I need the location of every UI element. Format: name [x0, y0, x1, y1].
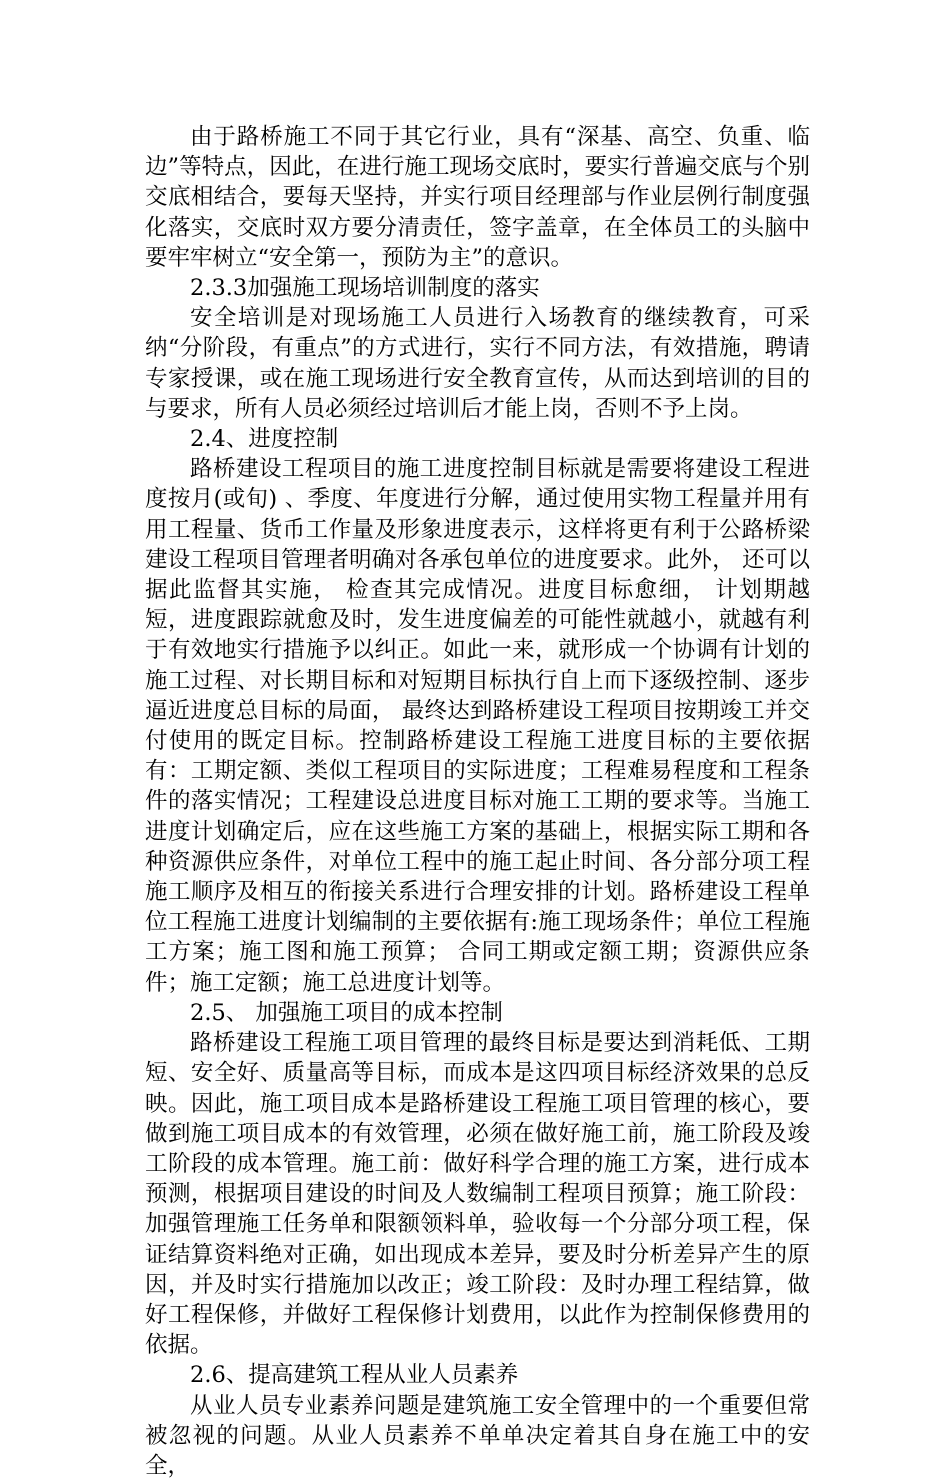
heading-2-4: 2.4、进度控制	[190, 426, 339, 453]
heading-2-5: 2.5、 加强施工项目的成本控制	[190, 999, 503, 1026]
paragraph-safety-briefing: 由于路桥施工不同于其它行业，具有“深基、高空、负重、临边”等特点，因此，在进行施工现场交底时，要实行普遍交底与个别交底相结合，要每天坚持，并实行项目经理部与作业层例行制度强化落实，交底时双方要分清责任，签字盖章，在全体员工的头脑中要牢牢树立“安全第一，预防为主”的意识。	[145, 124, 810, 271]
heading-2-6: 2.6、提高建筑工程从业人员素养	[190, 1362, 519, 1389]
heading-2-3-3: 2.3.3加强施工现场培训制度的落实	[190, 275, 540, 302]
paragraph-safety-training: 安全培训是对现场施工人员进行入场教育的继续教育，可采纳“分阶段，有重点”的方式进行，实行不同方法，有效措施，聘请专家授课，或在施工现场进行安全教育宣传，从而达到培训的目的与要求，所有人员必须经过培训后才能上岗，否则不予上岗。	[145, 305, 810, 422]
document-body	[145, 122, 810, 1481]
paragraph-personnel-quality: 从业人员专业素养问题是建筑施工安全管理中的一个重要但常被忽视的问题。从业人员素养不单单决定着其自身在施工中的安全，	[145, 1392, 810, 1479]
paragraph-cost-control: 路桥建设工程施工项目管理的最终目标是要达到消耗低、工期短、安全好、质量高等目标，而成本是这四项目标经济效果的总反映。因此，施工项目成本是路桥建设工程施工项目管理的核心，要做到施工项目成本的有效管理，必须在做好施工前，施工阶段及竣工阶段的成本管理。施工前：做好科学合理的施工方案，进行成本预测，根据项目建设的时间及人数编制工程项目预算；施工阶段：加强管理施工任务单和限额领料单，验收每一个分部分项工程，保证结算资料绝对正确，如出现成本差异，要及时分析差异产生的原因，并及时实行措施加以改正；竣工阶段：及时办理工程结算，做好工程保修，并做好工程保修计划费用，以此作为控制保修费用的依据。	[145, 1030, 810, 1359]
paragraph-schedule-control: 路桥建设工程项目的施工进度控制目标就是需要将建设工程进度按月(或旬) 、季度、年度进行分解，通过使用实物工程量并用有用工程量、货币工作量及形象进度表示，这样将更有利于公路桥梁建设工程项目管理者明确对各承包单位的进度要求。此外， 还可以据此监督其实施， 检查其完成情况。进度目标愈细， 计划期越短，进度跟踪就愈及时，发生进度偏差的可能性就越小，就越有利于有效地实行措施予以纠正。如此一来，就形成一个协调有计划的施工过程、对长期目标和对短期目标执行自上而下逐级控制、逐步逼近进度总目标的局面， 最终达到路桥建设工程项目按期竣工并交付使用的既定目标。控制路桥建设工程施工进度目标的主要依据有：工期定额、类似工程项目的实际进度；工程难易程度和工程条件的落实情况；工程建设总进度目标对施工工期的要求等。当施工进度计划确定后，应在这些施工方案的基础上，根据实际工期和各种资源供应条件，对单位工程中的施工起止时间、各分部分项工程施工顺序及相互的衔接关系进行合理安排的计划。路桥建设工程单位工程施工进度计划编制的主要依据有:施工现场条件；单位工程施工方案；施工图和施工预算； 合同工期或定额工期；资源供应条件；施工定额；施工总进度计划等。	[145, 456, 810, 996]
